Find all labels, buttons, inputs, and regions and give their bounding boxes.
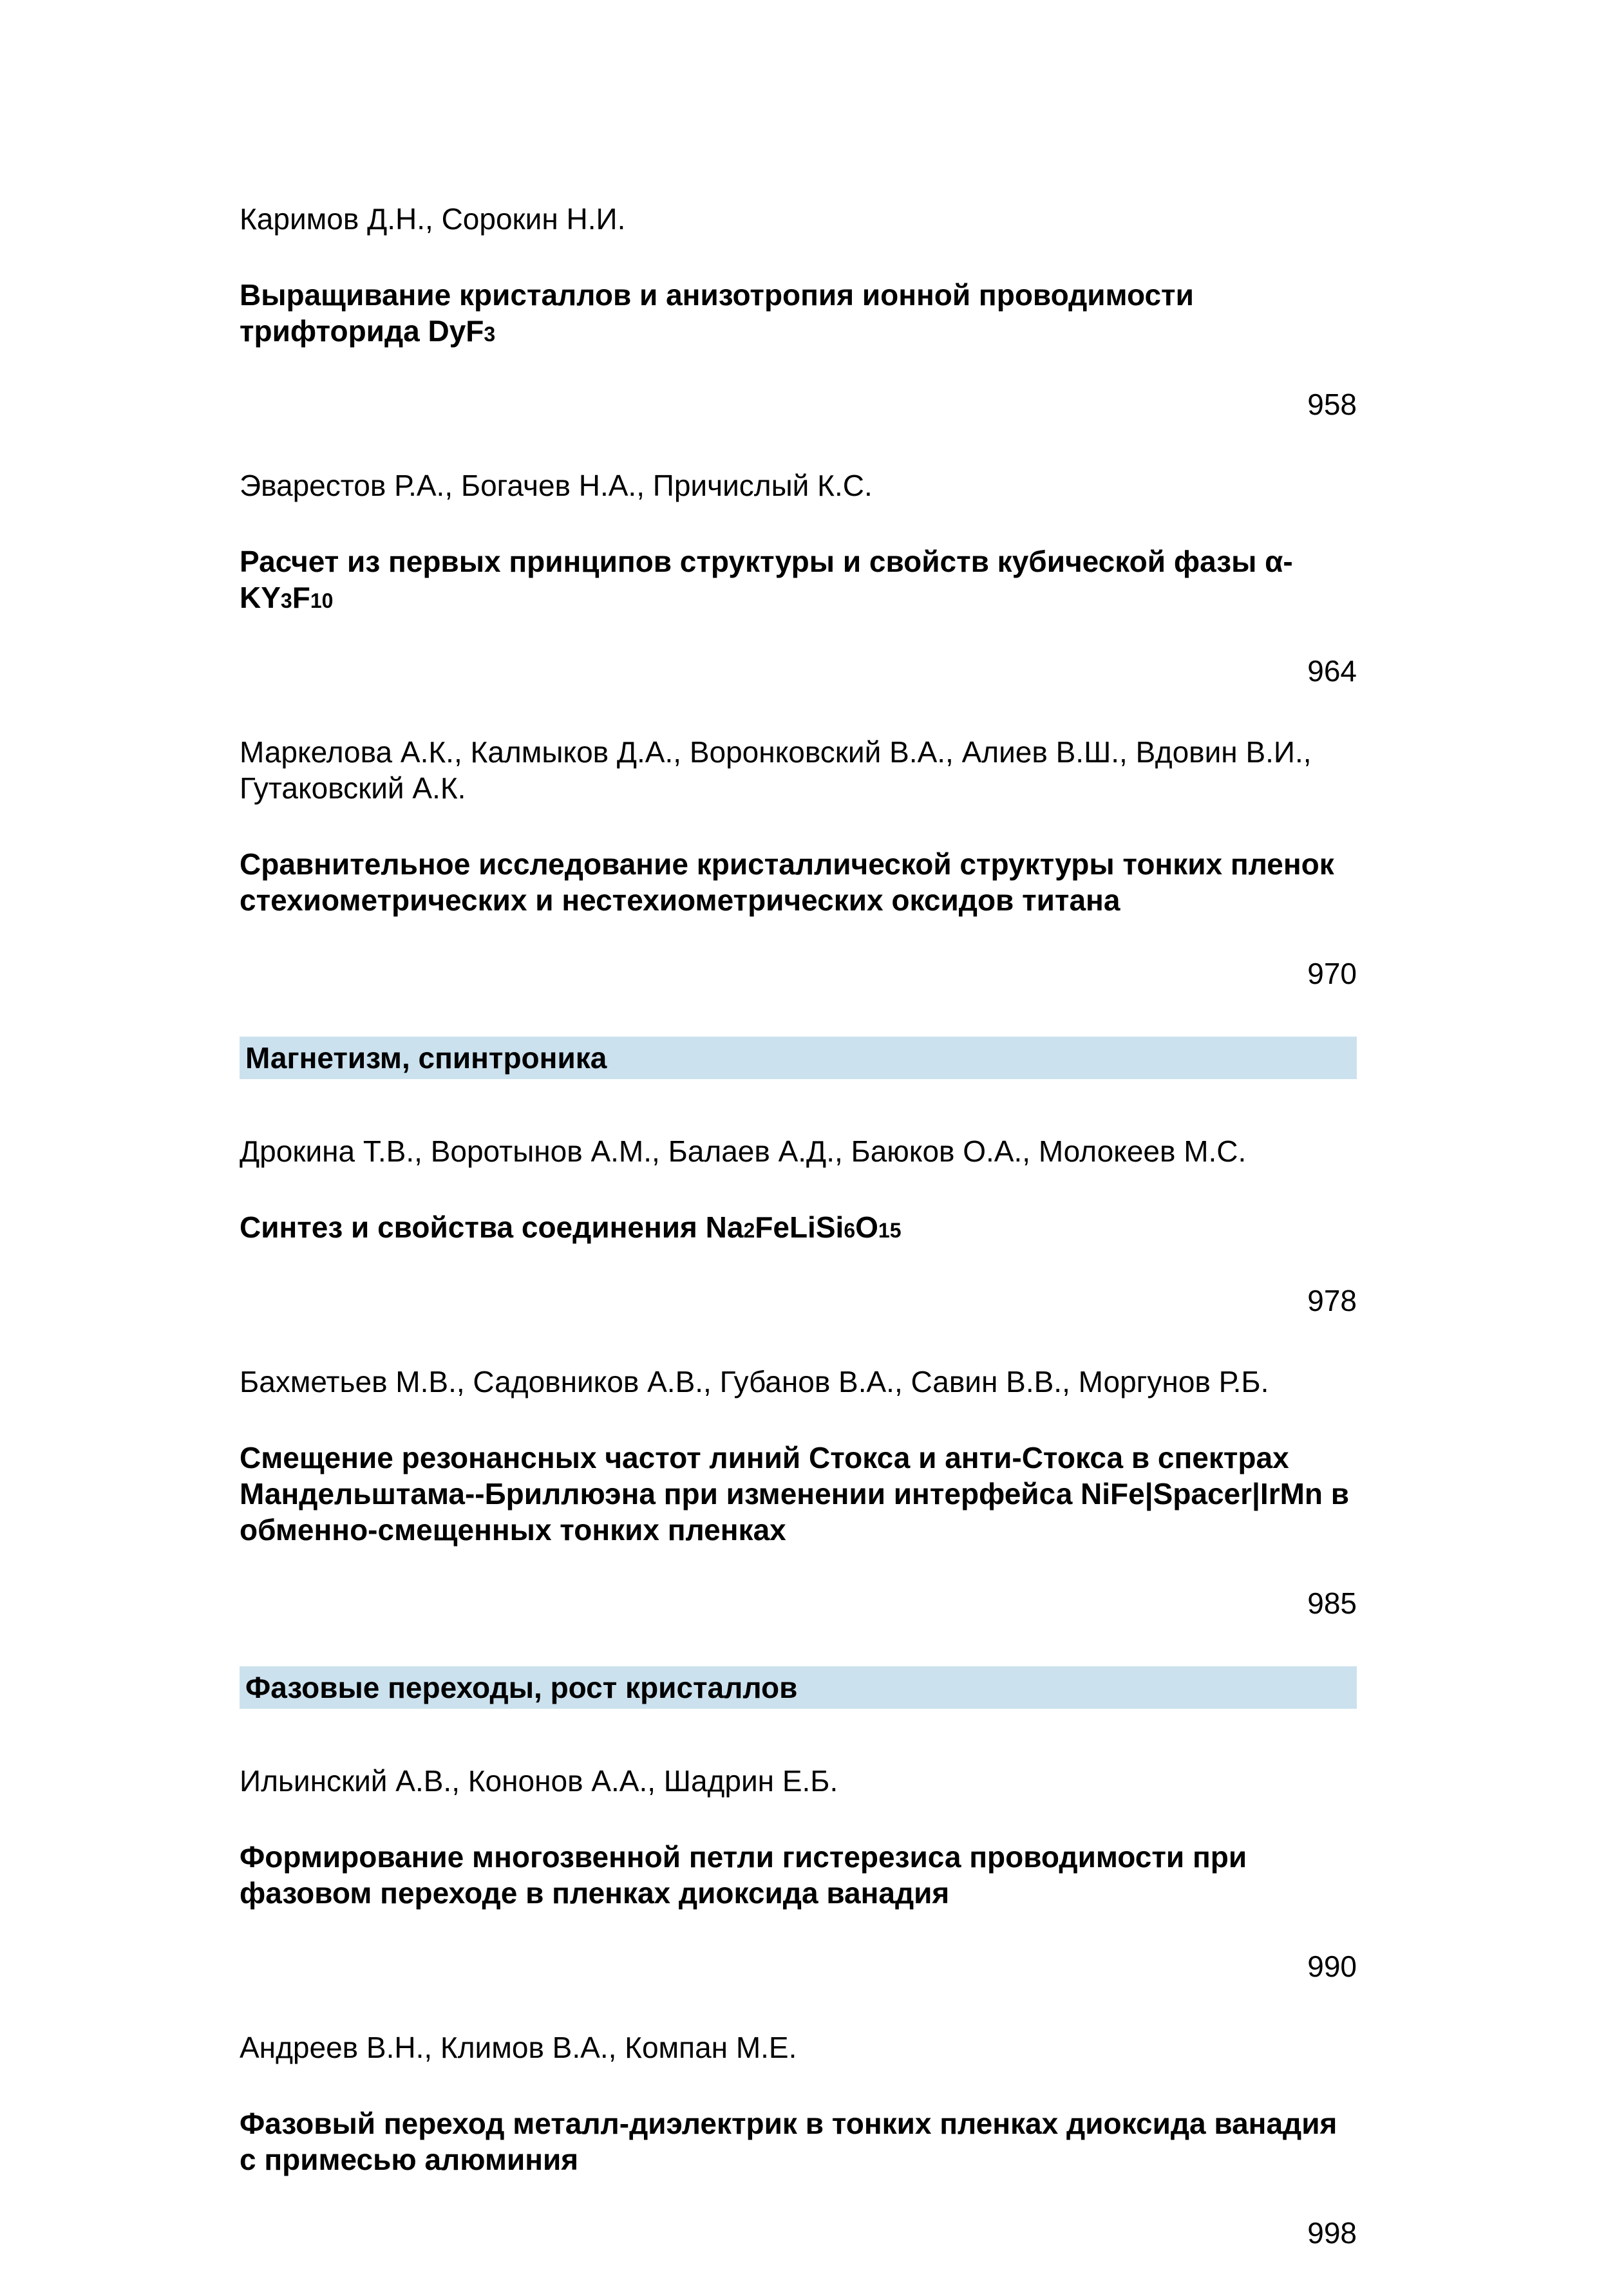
entry-page-number: 978 (1307, 1284, 1357, 1317)
toc-entry (240, 467, 1357, 689)
entry-title (240, 277, 1357, 349)
title-text: Фазовый переход металл-диэлектрик в тонких пленках диоксида ванадия с примесью алюминия (240, 2107, 1337, 2176)
title-text: Формирование многозвенной петли гистерезиса проводимости при фазовом переходе в пленках диоксида ванадия (240, 1840, 1247, 1910)
toc-entry (240, 734, 1357, 992)
toc-entry (240, 201, 1357, 422)
entry-title (240, 1209, 1357, 1245)
toc-content (240, 201, 1357, 2296)
entry-page-number: 958 (1307, 388, 1357, 421)
section-header (240, 1666, 1357, 1709)
entry-page-number: 985 (1307, 1586, 1357, 1620)
entry-page-number: 964 (1307, 654, 1357, 688)
entry-authors: Бахметьев М.В., Садовников А.В., Губанов В.А., Савин В.В., Моргунов Р.Б. (240, 1365, 1269, 1398)
entry-authors: Маркелова А.К., Калмыков Д.А., Воронковский В.А., Алиев В.Ш., Вдовин В.И., Гутаковский А.К. (240, 735, 1312, 805)
title-subscript: 15 (878, 1219, 902, 1242)
title-text: Расчет из первых принципов структуры и свойств кубической фазы α-KY (240, 545, 1293, 614)
entry-title (240, 1440, 1357, 1548)
section-header-label: Фазовые переходы, рост кристаллов (245, 1671, 798, 1704)
section-header (240, 1037, 1357, 1079)
toc-entry (240, 1364, 1357, 1621)
entry-authors: Эварестов Р.А., Богачев Н.А., Причислый К.С. (240, 469, 873, 502)
title-subscript: 6 (844, 1219, 856, 1242)
title-text: Смещение резонансных частот линий Стокса и анти-Стокса в спектрах Мандельштама--Бриллюэна при изменении интерфейса NiFe|Spacer|IrMn в обменно-смещенных тонких пленках (240, 1441, 1350, 1547)
title-text: O (855, 1210, 878, 1244)
entry-authors: Дрокина Т.В., Воротынов А.М., Балаев А.Д., Баюков О.А., Молокеев М.С. (240, 1134, 1247, 1168)
toc-entry (240, 1763, 1357, 1984)
entry-page-number: 998 (1307, 2216, 1357, 2250)
entry-page-number: 990 (1307, 1950, 1357, 1983)
section-header-label: Магнетизм, спинтроника (245, 1041, 607, 1075)
entry-authors: Андреев В.Н., Климов В.А., Компан М.Е. (240, 2031, 797, 2064)
entry-title (240, 543, 1357, 616)
title-text: Синтез и свойства соединения Na (240, 1210, 744, 1244)
entry-title (240, 2105, 1357, 2178)
title-text: Сравнительное исследование кристаллической структуры тонких пленок стехиометрических и нестехиометрических оксидов титана (240, 847, 1334, 917)
title-subscript: 3 (280, 589, 292, 612)
entry-authors: Каримов Д.Н., Сорокин Н.И. (240, 202, 626, 236)
toc-entry (240, 2029, 1357, 2251)
title-text: FeLiSi (755, 1210, 844, 1244)
toc-entry (240, 1133, 1357, 1319)
title-subscript: 3 (484, 323, 496, 346)
entry-authors: Ильинский А.В., Кононов А.А., Шадрин Е.Б. (240, 1764, 838, 1798)
title-subscript: 10 (310, 589, 334, 612)
title-subscript: 2 (743, 1219, 755, 1242)
entry-title (240, 846, 1357, 918)
entry-title (240, 1839, 1357, 1911)
entry-page-number: 970 (1307, 957, 1357, 990)
title-text: F (292, 581, 310, 614)
title-text: Выращивание кристаллов и анизотропия ионной проводимости трифторида DyF (240, 278, 1194, 348)
